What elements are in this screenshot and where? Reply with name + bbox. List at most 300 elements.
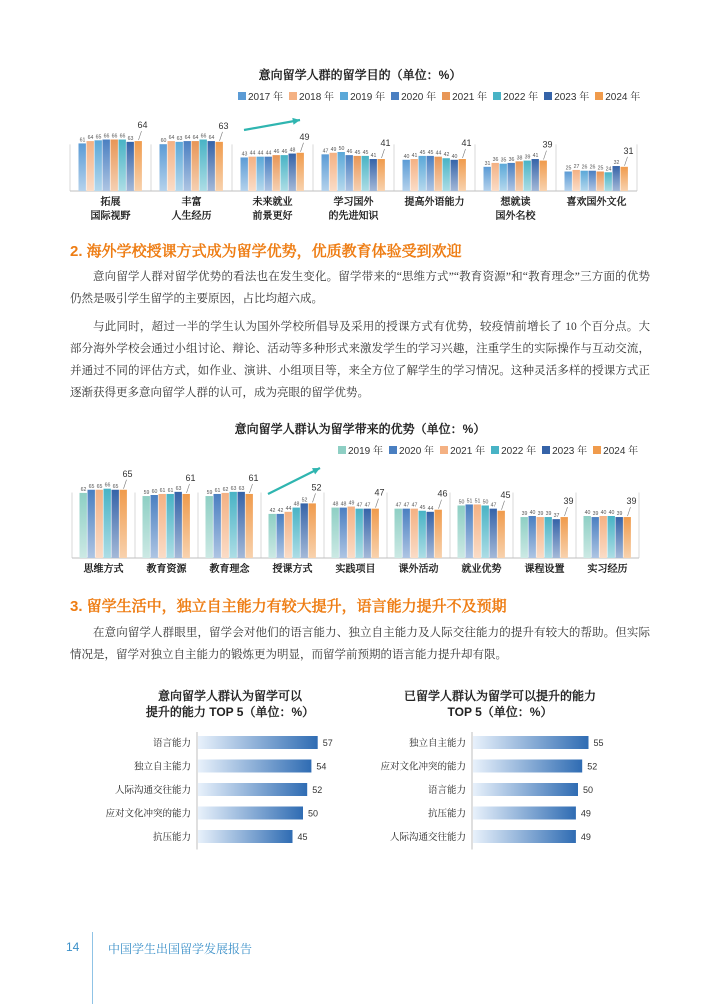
chart2-data-label: 48	[332, 501, 339, 508]
chart2-bar	[608, 516, 615, 558]
chart1-data-label: 39	[524, 154, 531, 161]
chart2-data-label: 40	[600, 510, 607, 516]
chart2-data-label: 40	[584, 510, 591, 516]
chart1-callout-line	[139, 131, 142, 140]
chart2-data-label: 47	[490, 502, 497, 509]
chart1-data-label: 61	[79, 137, 86, 144]
chart2-bar	[348, 507, 355, 558]
chart1-bar	[103, 140, 110, 191]
chart1-callout-label: 63	[218, 120, 229, 131]
chart2-bar	[537, 517, 544, 558]
chart1-bar	[273, 155, 280, 191]
section2-paragraph-2: 与此同时，超过一半的学生认为国外学校所倡导及采用的授课方式有优势，较疫情前增长了 10 个百分点。大部分海外学校会通过小组讨论、辩论、活动等多种形式来激发学生的学习兴趣，注重学生的实际操作与互动交流，并通过不同的评估方式，如作业、演讲、小组项目等，来全方位了解学生的学习情况。这种灵活多样的授课方式正逐渐获得更多意向留学人群的认可，成为亮眼的留学优势。	[70, 321, 650, 399]
chart2-bar	[183, 494, 190, 558]
chart2-title: 意向留学人群认为留学带来的优势（单位：%）	[234, 422, 486, 436]
chart1-bar	[621, 167, 628, 191]
chart2-bar	[301, 503, 308, 558]
chart2-data-label: 39	[616, 511, 623, 518]
chart2-bar	[372, 509, 379, 558]
hbar1-bar	[198, 783, 307, 796]
hbar2-title-line1: 已留学人群认为留学可以提升的能力	[403, 689, 596, 703]
hbar1-title	[110, 688, 350, 720]
chart1-category-label: 前景更好	[252, 211, 293, 222]
chart2-callout-line	[502, 501, 505, 510]
chart2-category-label: 实习经历	[587, 564, 628, 575]
hbar2-title	[380, 688, 620, 720]
chart1-bar	[589, 171, 596, 191]
chart1-bar	[168, 141, 175, 191]
chart1-data-label: 46	[346, 149, 353, 156]
footer-divider	[92, 932, 93, 1004]
chart1-category-label: 人生经历	[171, 211, 212, 222]
chart1-data-label: 27	[573, 163, 580, 170]
chart1-data-label: 63	[127, 135, 134, 142]
chart1-data-label: 64	[208, 135, 215, 142]
chart2-data-label: 40	[529, 510, 536, 516]
hbar1-value-label: 45	[297, 832, 308, 842]
chart1-data-label: 66	[103, 133, 110, 140]
chart2-bar	[309, 503, 316, 558]
chart1-bar	[370, 159, 377, 191]
chart2-bar	[616, 517, 623, 558]
chart1-legend-item	[442, 88, 487, 103]
chart1-data-label: 44	[249, 150, 256, 157]
chart2-legend-item	[491, 442, 536, 457]
chart1-legend-swatch	[493, 92, 501, 100]
chart2-legend-swatch	[491, 446, 499, 454]
chart2-bar	[592, 517, 599, 558]
chart2-bar	[143, 496, 150, 558]
chart2-legend-item	[389, 442, 434, 457]
chart2-bar	[474, 504, 481, 558]
chart1-legend-label: 2017 年	[248, 92, 284, 103]
chart1-data-label: 50	[338, 146, 345, 152]
hbar2-category-label: 人际沟通交往能力	[389, 832, 466, 843]
chart2-bar	[624, 517, 631, 558]
chart1-data-label: 44	[257, 150, 264, 157]
chart1-legend-label: 2018 年	[299, 92, 335, 103]
hbar1-category-label: 独立自主能力	[133, 761, 191, 773]
chart2-callout-label: 65	[122, 468, 133, 479]
chart1-data-label: 38	[516, 155, 523, 162]
chart1-bar	[160, 144, 167, 191]
hbar2-title-line2: TOP 5（单位：%）	[447, 705, 553, 719]
chart1-bar	[354, 156, 361, 191]
chart1-category-label: 想就读	[500, 197, 531, 208]
chart2-legend-label: 2022 年	[501, 446, 537, 457]
hbar2-category-label: 抗压能力	[427, 808, 466, 820]
chart2-data-label: 45	[419, 504, 426, 511]
chart1-legend-label: 2023 年	[554, 92, 590, 103]
chart2-bar	[214, 494, 221, 558]
hbar1-category-label: 抗压能力	[152, 832, 191, 843]
chart1-data-label: 43	[241, 151, 248, 158]
chart1-bar	[346, 155, 353, 191]
chart2-callout-line	[376, 499, 379, 508]
chart2-legend-swatch	[593, 446, 601, 454]
chart2-bar	[175, 492, 182, 558]
chart1-legend-item	[340, 88, 385, 103]
chart2-callout-label: 46	[437, 488, 448, 499]
chart1-legend-item	[289, 88, 334, 103]
chart2-bar	[545, 517, 552, 558]
chart1-legend-item	[595, 88, 640, 103]
chart1-legend-label: 2021 年	[452, 92, 488, 103]
chart1-data-label: 41	[532, 153, 539, 160]
chart2-data-label: 44	[427, 505, 434, 512]
chart1-bar	[297, 153, 304, 191]
chart2-data-label: 44	[285, 505, 292, 512]
chart1-bar	[241, 157, 248, 191]
chart1-bar	[119, 140, 126, 191]
chart1-bar	[508, 163, 515, 191]
hbar2-bar	[473, 760, 582, 773]
chart2-bar	[96, 490, 103, 558]
chart1-data-label: 24	[605, 166, 612, 173]
chart2-data-label: 62	[80, 486, 87, 493]
chart2-bar	[80, 493, 87, 558]
chart1-data-label: 36	[508, 156, 515, 163]
hbar1-value-label: 52	[312, 785, 323, 795]
chart1-legend	[238, 88, 640, 103]
chart2-bar	[246, 494, 253, 558]
chart1-data-label: 49	[330, 146, 337, 153]
chart1-bar	[95, 140, 102, 191]
chart2-bar	[427, 512, 434, 558]
chart2-bar	[466, 504, 473, 558]
chart1-legend-item	[544, 88, 589, 103]
chart1-callout-line	[625, 157, 628, 166]
chart1-bar	[79, 143, 86, 191]
chart2-bar	[159, 494, 166, 558]
chart1-category-label: 的先进知识	[328, 211, 379, 222]
chart2-data-label: 63	[238, 485, 245, 492]
chart2-bar	[269, 514, 276, 558]
chart2-data-label: 60	[151, 489, 158, 495]
chart2-data-label: 61	[214, 487, 221, 494]
page-number: 14	[66, 940, 80, 954]
chart2-data-label: 47	[403, 502, 410, 509]
chart2-callout-line	[124, 480, 127, 489]
chart2-data-label: 39	[592, 511, 599, 518]
chart2-data-label: 61	[167, 487, 174, 494]
chart1-data-label: 64	[168, 135, 175, 142]
chart1-bar	[338, 152, 345, 191]
chart1-data-label: 45	[362, 149, 369, 156]
chart1-bar	[524, 161, 531, 191]
chart1-data-label: 45	[419, 149, 426, 156]
chart2-bar	[561, 517, 568, 558]
chart1-bar	[249, 157, 256, 191]
chart1-bar	[597, 172, 604, 192]
chart2-data-label: 65	[96, 483, 103, 490]
chart1-category-label: 国外名校	[495, 211, 536, 222]
chart1-data-label: 46	[281, 149, 288, 156]
chart1-callout-line	[463, 149, 466, 158]
chart1-bar	[581, 171, 588, 191]
chart2-bar	[411, 509, 418, 558]
chart2-bar	[584, 516, 591, 558]
chart1-legend-item	[493, 88, 538, 103]
chart1-legend-swatch	[442, 92, 450, 100]
chart2-data-label: 65	[88, 483, 95, 490]
chart2-data-label: 59	[143, 490, 150, 497]
hbar1-category-label: 语言能力	[152, 738, 191, 749]
chart2-legend-item	[542, 442, 587, 457]
chart2-bar	[521, 517, 528, 558]
chart1-bar	[184, 141, 191, 191]
hbar1-title-line2: 提升的能力 TOP 5（单位：%）	[145, 705, 315, 719]
chart1-bar	[419, 156, 426, 191]
chart2-callout-label: 52	[311, 482, 322, 493]
chart2-bar	[112, 490, 119, 558]
hbar1-bar	[198, 760, 311, 773]
chart1-legend-swatch	[544, 92, 552, 100]
report-title: 中国学生出国留学发展报告	[108, 942, 253, 956]
chart1-bar	[216, 142, 223, 191]
chart1-data-label: 35	[500, 157, 507, 164]
section2-paragraph-1: 意向留学人群对留学优势的看法也在发生变化。留学带来的“思维方式”“教育资源”和“教育理念”三方面的优势仍然是吸引学生留学的主要原因，占比均超六成。	[70, 271, 650, 305]
chart1-data-label: 63	[176, 135, 183, 142]
chart2-data-label: 47	[364, 502, 371, 509]
chart1-data-label: 44	[265, 150, 272, 157]
chart2-bar	[238, 492, 245, 558]
chart1-bar	[613, 166, 620, 191]
chart1-callout-label: 49	[299, 131, 310, 142]
chart1-data-label: 42	[443, 152, 450, 159]
chart2-legend-label: 2020 年	[399, 446, 435, 457]
hbar1-bar	[198, 807, 303, 820]
chart1-data-label: 64	[184, 135, 191, 142]
hbar1-category-label: 应对文化冲突的能力	[105, 808, 191, 820]
chart2-data-label: 59	[206, 490, 213, 497]
chart1-bar	[200, 140, 207, 191]
chart2-data-label: 42	[277, 507, 284, 514]
chart2-callout-line	[565, 507, 568, 516]
chart2-legend-label: 2021 年	[450, 446, 486, 457]
chart1-bar	[532, 159, 539, 191]
chart1-bar	[322, 154, 329, 191]
chart2-bar	[88, 490, 95, 558]
chart1-bar	[403, 160, 410, 191]
chart2-data-label: 48	[340, 501, 347, 508]
section3-heading: 3. 留学生活中，独立自主能力有较大提升，语言能力提升不及预期	[70, 598, 507, 615]
hbar2-value-label: 50	[583, 785, 594, 795]
section2-heading: 2. 海外学校授课方式成为留学优势，优质教育体验受到欢迎	[70, 243, 462, 260]
chart2-data-label: 39	[537, 511, 544, 518]
chart1-legend-item	[391, 88, 436, 103]
chart1-data-label: 65	[95, 134, 102, 141]
chart2-callout-line	[313, 493, 316, 502]
chart1-callout-line	[301, 143, 304, 152]
chart2-data-label: 61	[159, 487, 166, 494]
chart1-data-label: 36	[492, 156, 499, 163]
chart2-bar	[104, 489, 111, 558]
hbar1-bar	[198, 736, 318, 749]
hbar2-bar	[473, 783, 578, 796]
chart1-bar	[176, 142, 183, 191]
chart1-legend-swatch	[238, 92, 246, 100]
chart2-plot	[68, 458, 640, 580]
chart1-legend-label: 2020 年	[401, 92, 437, 103]
hbar1-plot	[80, 728, 360, 858]
chart1-category-label: 喜欢国外文化	[566, 197, 627, 208]
chart2-callout-label: 39	[563, 496, 574, 507]
chart2-bar	[285, 512, 292, 558]
chart2-data-label: 49	[348, 500, 355, 507]
chart2-data-label: 62	[222, 486, 229, 493]
chart2-category-label: 课程设置	[524, 564, 565, 575]
chart2-bar	[364, 509, 371, 558]
chart2-data-label: 40	[608, 510, 615, 516]
chart1-title: 意向留学人群的留学目的（单位：%）	[258, 68, 462, 82]
hbar2-category-label: 应对文化冲突的能力	[380, 761, 466, 773]
chart2-bar	[222, 493, 229, 558]
chart1-legend-swatch	[340, 92, 348, 100]
chart2-bar	[151, 495, 158, 558]
hbar2-bar	[473, 830, 576, 843]
chart1-bar	[192, 141, 199, 191]
chart2-bar	[435, 510, 442, 558]
chart2-category-label: 课外活动	[398, 564, 439, 575]
hbar2-category-label: 独立自主能力	[408, 738, 466, 749]
chart2-data-label: 66	[104, 482, 111, 489]
chart2-callout-label: 47	[374, 487, 385, 498]
chart2-legend-item	[440, 442, 485, 457]
chart2-data-label: 37	[553, 513, 560, 520]
chart2-data-label: 65	[112, 483, 119, 490]
chart1-callout-label: 64	[137, 120, 148, 131]
hbar2-value-label: 49	[580, 808, 591, 819]
chart2-callout-label: 61	[248, 472, 259, 483]
chart2-data-label: 50	[482, 499, 489, 506]
chart1-bar	[565, 172, 572, 192]
chart1-bar	[427, 156, 434, 191]
chart1-data-label: 66	[119, 133, 126, 140]
chart1-bar	[500, 164, 507, 191]
chart2-data-label: 63	[230, 485, 237, 492]
chart1-bar	[435, 157, 442, 191]
chart1-legend-label: 2022 年	[503, 92, 539, 103]
hbar1-value-label: 57	[322, 738, 333, 748]
chart1-legend-label: 2024 年	[605, 92, 641, 103]
chart1-callout-label: 31	[623, 145, 634, 156]
hbar2-plot	[360, 728, 650, 858]
chart1-bar	[540, 161, 547, 191]
chart2-bar	[482, 506, 489, 559]
chart2-data-label: 48	[293, 501, 300, 508]
chart2-data-label: 39	[545, 511, 552, 518]
chart2-legend-label: 2019 年	[348, 446, 384, 457]
chart1-data-label: 40	[451, 153, 458, 160]
chart2-bar	[419, 511, 426, 558]
chart1-data-label: 31	[484, 160, 491, 167]
chart2-callout-label: 45	[500, 489, 511, 500]
chart1-bar	[330, 153, 337, 191]
chart2-legend-swatch	[440, 446, 448, 454]
chart2-legend-item	[593, 442, 638, 457]
section3-paragraph-1: 在意向留学人群眼里，留学会对他们的语言能力、独立自主能力及人际交往能力的提升有较大的帮助。但实际情况是，留学对独立自主能力的锻炼更为明显，而留学前预期的语言能力提升却有限。	[70, 627, 650, 661]
chart2-category-label: 实践项目	[335, 564, 376, 575]
chart2-data-label: 47	[411, 502, 418, 509]
chart1-data-label: 66	[111, 133, 118, 140]
chart2-bar	[600, 516, 607, 558]
chart1-bar	[289, 154, 296, 191]
chart2-bar	[206, 496, 213, 558]
hbar1-value-label: 50	[308, 808, 319, 819]
chart2-legend-label: 2024 年	[603, 446, 639, 457]
chart1-bar	[411, 159, 418, 191]
chart1-bar	[257, 157, 264, 191]
chart1-bar	[443, 158, 450, 191]
chart1-legend-swatch	[595, 92, 603, 100]
chart1-bar	[135, 141, 142, 191]
chart2-category-label: 授课方式	[272, 564, 313, 575]
hbar2-bar	[473, 736, 589, 749]
chart2-bar	[403, 509, 410, 558]
chart2-legend-swatch	[542, 446, 550, 454]
chart1-bar	[573, 170, 580, 191]
chart1-legend-swatch	[391, 92, 399, 100]
chart1-data-label: 32	[613, 160, 620, 167]
chart1-data-label: 48	[289, 147, 296, 154]
chart1-legend-swatch	[289, 92, 297, 100]
chart2-bar	[332, 508, 339, 558]
chart2-category-label: 就业优势	[461, 564, 502, 575]
hbar1-category-label: 人际沟通交往能力	[114, 785, 191, 796]
chart2-bar	[395, 509, 402, 558]
chart2-bar	[553, 519, 560, 558]
chart1-category-label: 拓展	[100, 197, 121, 208]
chart2-callout-line	[250, 484, 253, 493]
chart1-trend-arrow	[244, 120, 300, 130]
chart2-bar	[529, 516, 536, 558]
hbar1-value-label: 54	[316, 761, 327, 772]
chart1-data-label: 64	[87, 135, 94, 142]
chart1-callout-line	[220, 132, 223, 141]
chart1-data-label: 26	[589, 164, 596, 171]
chart1-category-label: 提高外语能力	[404, 197, 465, 208]
chart2-data-label: 47	[356, 502, 363, 509]
chart2-callout-label: 61	[185, 472, 196, 483]
chart2-legend-swatch	[389, 446, 397, 454]
chart1-data-label: 40	[403, 153, 410, 160]
chart1-bar	[362, 156, 369, 191]
chart1-data-label: 26	[581, 164, 588, 171]
chart1-data-label: 64	[192, 135, 199, 142]
chart1-bar	[111, 140, 118, 191]
chart1-bar	[516, 161, 523, 191]
chart2-bar	[490, 509, 497, 558]
hbar1-title-line1: 意向留学人群认为留学可以	[157, 689, 302, 703]
chart1-legend-label: 2019 年	[350, 92, 386, 103]
chart2-bar	[167, 494, 174, 558]
chart2-data-label: 51	[474, 498, 481, 505]
chart1-callout-label: 41	[461, 138, 472, 149]
chart2-callout-label: 39	[626, 496, 637, 507]
chart1-data-label: 45	[427, 149, 434, 156]
chart2-bar	[120, 490, 127, 558]
chart2-data-label: 42	[269, 507, 276, 514]
chart2-bar	[340, 508, 347, 558]
chart2-bar	[277, 514, 284, 558]
chart1-bar	[265, 157, 272, 191]
chart2-bar	[498, 511, 505, 558]
chart1-bar	[378, 159, 385, 191]
chart1-bar	[484, 167, 491, 191]
chart1-callout-line	[544, 151, 547, 160]
chart1-data-label: 41	[370, 153, 377, 160]
